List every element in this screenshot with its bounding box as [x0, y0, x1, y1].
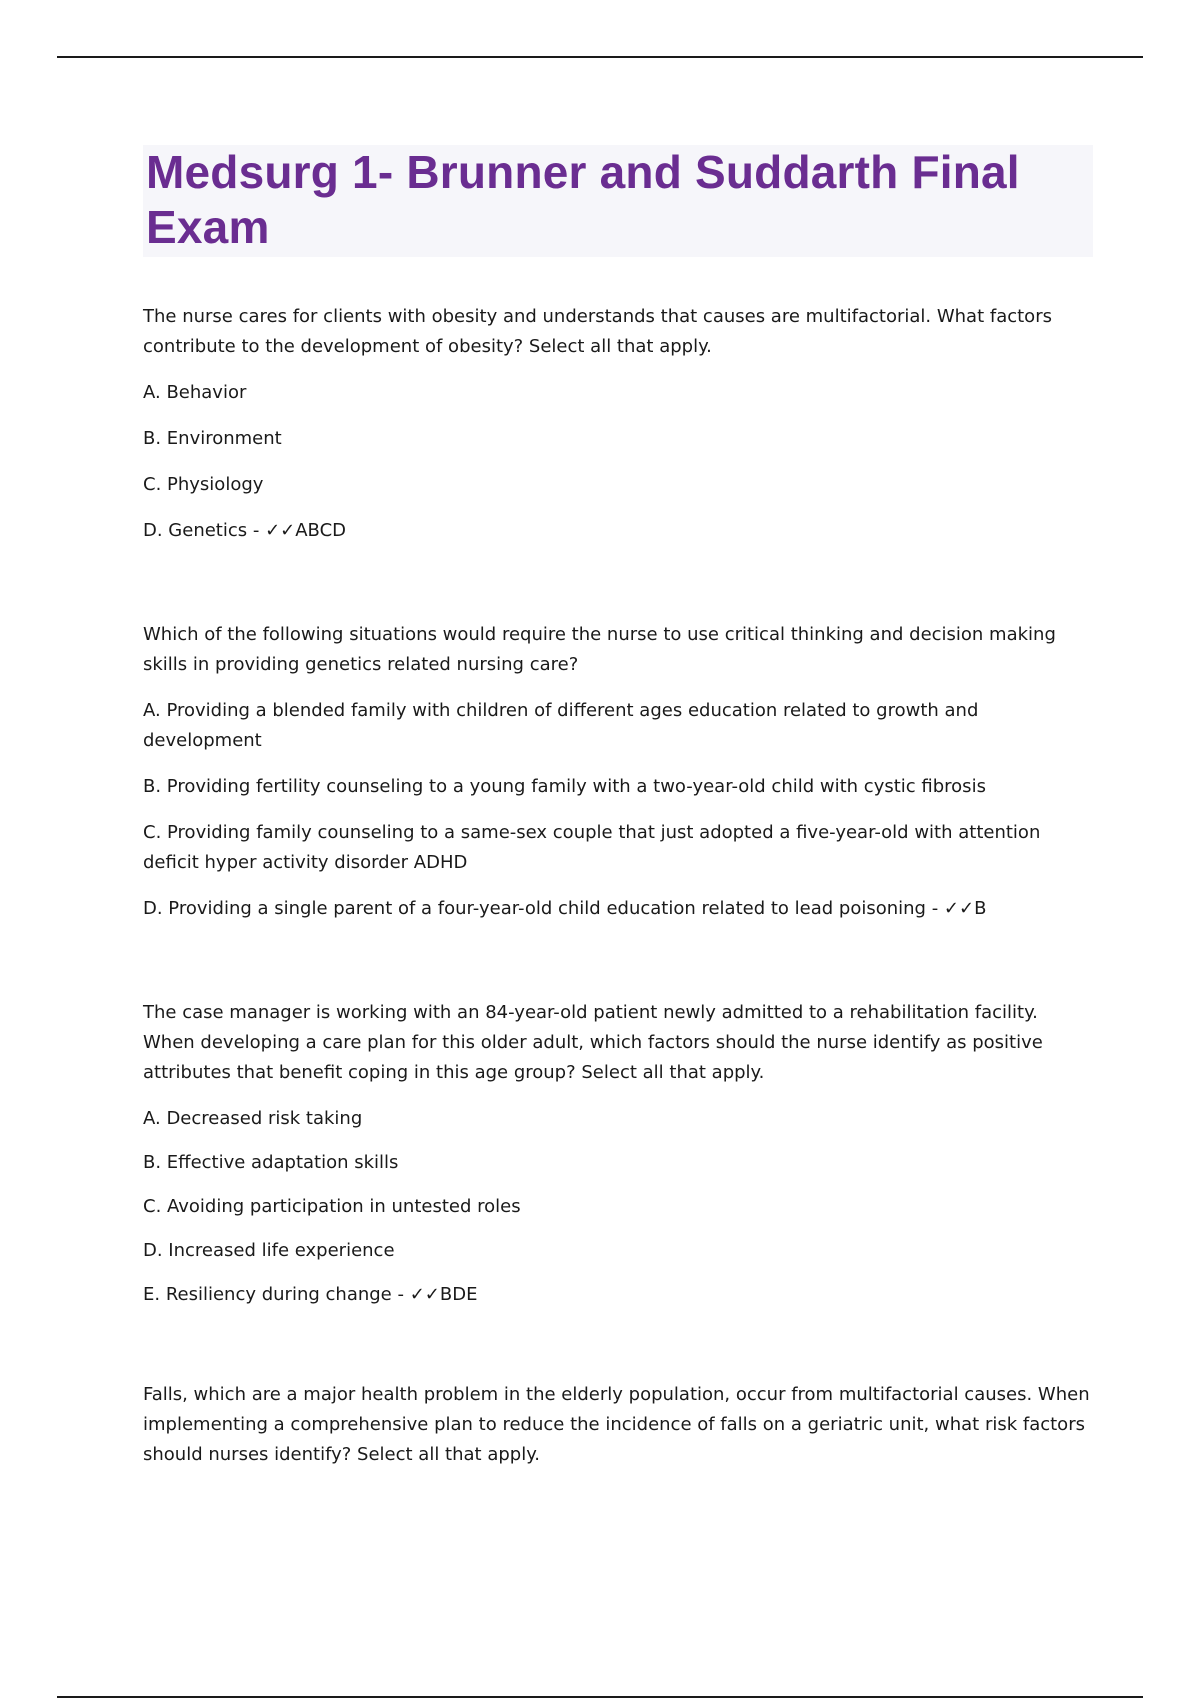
- question-block: [143, 620, 1093, 924]
- title-banner: [143, 145, 1093, 257]
- question-block: [143, 1380, 1093, 1470]
- answer-option: C. Providing family counseling to a same-sex couple that just adopted a five-year-old with attention deficit hyper activity disorder ADHD: [143, 822, 1041, 873]
- answer-option: C. Avoiding participation in untested roles: [143, 1196, 521, 1217]
- answer-option: D. Providing a single parent of a four-year-old child education related to lead poisoning - ✓✓B: [143, 898, 987, 919]
- answer-option: B. Environment: [143, 428, 282, 449]
- answer-option: A. Behavior: [143, 382, 247, 403]
- document-title: Medsurg 1- Brunner and Suddarth Final Exam: [146, 146, 1020, 253]
- question-prompt: The nurse cares for clients with obesity and understands that causes are multifactorial. What factors contribute to the development of obesity? Select all that apply.: [143, 306, 1052, 357]
- answer-option: E. Resiliency during change - ✓✓BDE: [143, 1284, 478, 1305]
- answer-option: B. Effective adaptation skills: [143, 1152, 399, 1173]
- document-body: [143, 145, 1093, 1486]
- footer-rule: [57, 1696, 1143, 1698]
- question-prompt: Falls, which are a major health problem in the elderly population, occur from multifactorial causes. When implementing a comprehensive plan to reduce the incidence of falls on a geriatric unit, what risk factors should nurses identify? Select all that apply.: [143, 1384, 1090, 1465]
- answer-option: A. Decreased risk taking: [143, 1108, 363, 1129]
- question-prompt: Which of the following situations would require the nurse to use critical thinking and decision making skills in providing genetics related nursing care?: [143, 624, 1056, 675]
- header-rule: [57, 56, 1143, 58]
- answer-option: C. Physiology: [143, 474, 264, 495]
- question-spacer: [143, 1324, 1093, 1380]
- answer-option: D. Genetics - ✓✓ABCD: [143, 520, 347, 541]
- answer-option: D. Increased life experience: [143, 1240, 395, 1261]
- question-spacer: [143, 562, 1093, 620]
- answer-option: A. Providing a blended family with children of different ages education related to growth and development: [143, 700, 979, 751]
- question-block: [143, 302, 1093, 546]
- question-prompt: The case manager is working with an 84-year-old patient newly admitted to a rehabilitation facility. When developing a care plan for this older adult, which factors should the nurse identify as positive attributes that benefit coping in this age group? Select all that apply.: [143, 1002, 1043, 1083]
- question-spacer: [143, 940, 1093, 998]
- answer-option: B. Providing fertility counseling to a young family with a two-year-old child with cystic fibrosis: [143, 776, 986, 797]
- question-block: [143, 998, 1093, 1310]
